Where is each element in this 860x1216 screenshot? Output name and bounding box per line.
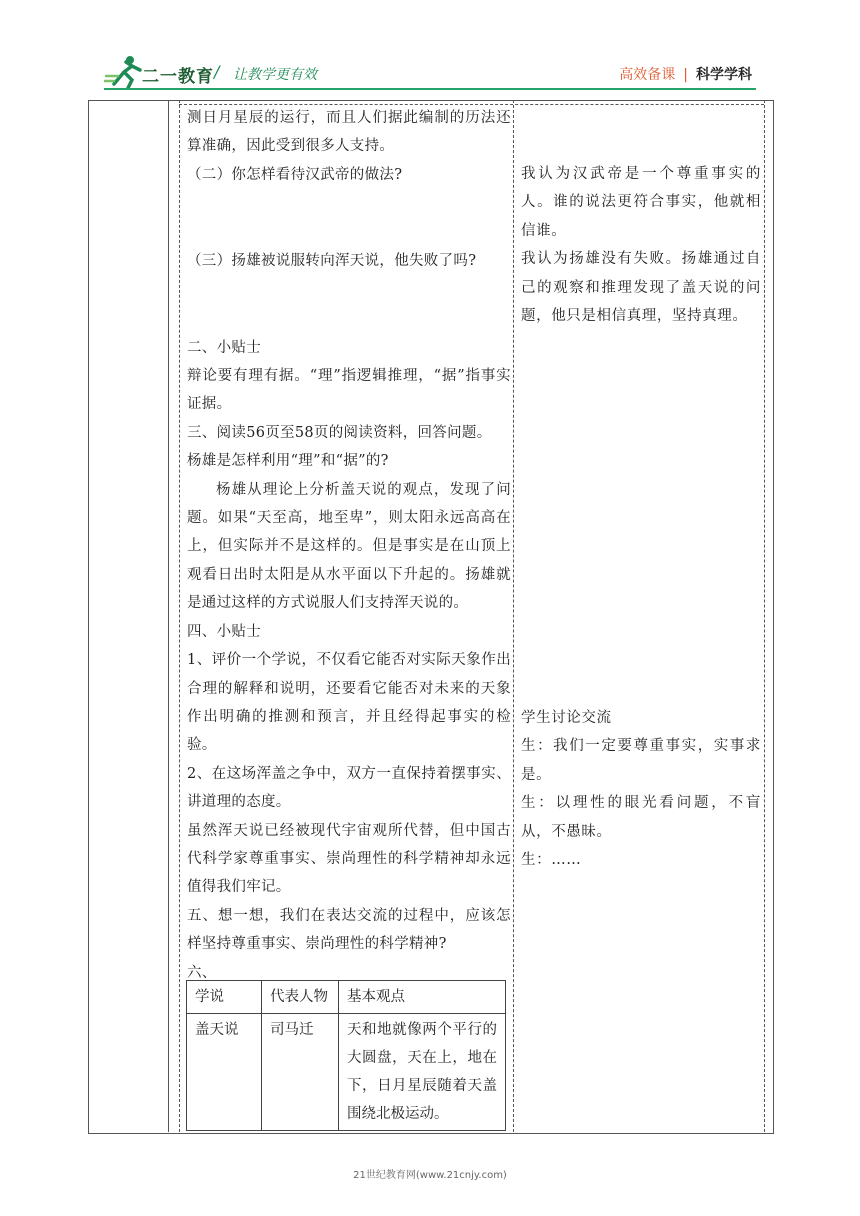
discussion-item: 生：以理性的眼光看问题，不盲从，不愚昧。 <box>521 795 761 840</box>
table-cell: 司马迁 <box>262 1014 339 1131</box>
theories-table <box>186 980 506 1131</box>
question-2: （二）你怎样看待汉武帝的做法? <box>187 166 403 183</box>
teaching-content <box>187 104 511 987</box>
section-title: 五、想一想，我们在表达交流的过程中，应该怎样坚持尊重事实、崇尚理性的科学精神? <box>187 907 511 953</box>
discussion-item: 生：我们一定要尊重事实，实事求是。 <box>521 738 761 783</box>
page-header <box>0 0 860 92</box>
logo-text: 二一教育 <box>142 67 214 87</box>
subject-label: 科学学科 <box>696 67 752 83</box>
paragraph: 虽然浑天说已经被现代宇宙观所代替，但中国古代科学家尊重事实、崇尚理性的科学精神却永远值得我们牢记。 <box>187 822 511 896</box>
discussion-item: 生：…… <box>521 852 582 869</box>
paragraph: 2、在这场浑盖之争中，双方一直保持着摆事实、讲道理的态度。 <box>187 765 511 811</box>
paragraph: 辩论要有理有据。“理”指逻辑推理，“据”指事实证据。 <box>187 368 511 413</box>
student-discussion <box>521 704 761 874</box>
paragraph: 杨雄从理论上分析盖天说的观点，发现了问题。如果“天至高，地至卑”，则太阳永远高高在上，但实际并不是这样的。但是事实是在山顶上观看日出时太阳是从水平面以下升起的。扬雄就是通过这样的方式说服人们支持浑天说的。 <box>187 481 511 612</box>
discussion-title: 学生讨论交流 <box>521 710 612 726</box>
page-footer: 21世纪教育网(www.21cnjy.com) <box>353 1170 507 1181</box>
table-row <box>187 1014 506 1131</box>
section-title: 三、阅读56页至58页的阅读资料，回答问题。 <box>187 424 492 441</box>
column-divider <box>168 100 169 1132</box>
answer: 我认为扬雄没有失败。扬雄通过自己的观察和推理发现了盖天说的问题，他只是相信真理，坚持真理。 <box>521 251 761 325</box>
paragraph: 杨雄是怎样利用“理”和“据”的? <box>187 453 389 470</box>
lesson-label: 高效备课 <box>619 67 676 83</box>
slogan: 让教学更有效 <box>233 67 317 83</box>
table-cell: 天和地就像两个平行的大圆盘，天在上，地在下，日月星辰随着天盖围绕北极运动。 <box>339 1014 506 1131</box>
section-title: 四、小贴士 <box>187 623 261 640</box>
dashed-divider <box>764 100 765 1132</box>
answer: 我认为汉武帝是一个尊重事实的人。谁的说法更符合事实，他就相信谁。 <box>521 166 761 239</box>
header-divider <box>104 88 756 90</box>
student-answers <box>521 160 761 330</box>
table-header-cell: 代表人物 <box>262 981 339 1014</box>
question-3: （三）扬雄被说服转向浑天说，他失败了吗? <box>187 253 477 270</box>
slogan-separator: / <box>214 62 220 81</box>
table-header-cell: 基本观点 <box>339 981 506 1014</box>
dashed-divider <box>179 100 180 1132</box>
header-right <box>619 64 752 84</box>
header-separator: | <box>683 67 688 83</box>
dashed-divider <box>513 100 514 1132</box>
section-title: 六、 <box>187 964 217 981</box>
table-header-cell: 学说 <box>187 981 262 1014</box>
table-cell: 盖天说 <box>187 1014 262 1131</box>
section-title: 二、小贴士 <box>187 339 261 356</box>
paragraph: 测日月星辰的运行，而且人们据此编制的历法还算准确，因此受到很多人支持。 <box>187 110 511 155</box>
table-header-row <box>187 981 506 1014</box>
paragraph: 1、评价一个学说，不仅看它能否对实际天象作出合理的解释和说明，还要看它能否对未来的天象作出明确的推测和预言，并且经得起事实的检验。 <box>187 652 511 754</box>
